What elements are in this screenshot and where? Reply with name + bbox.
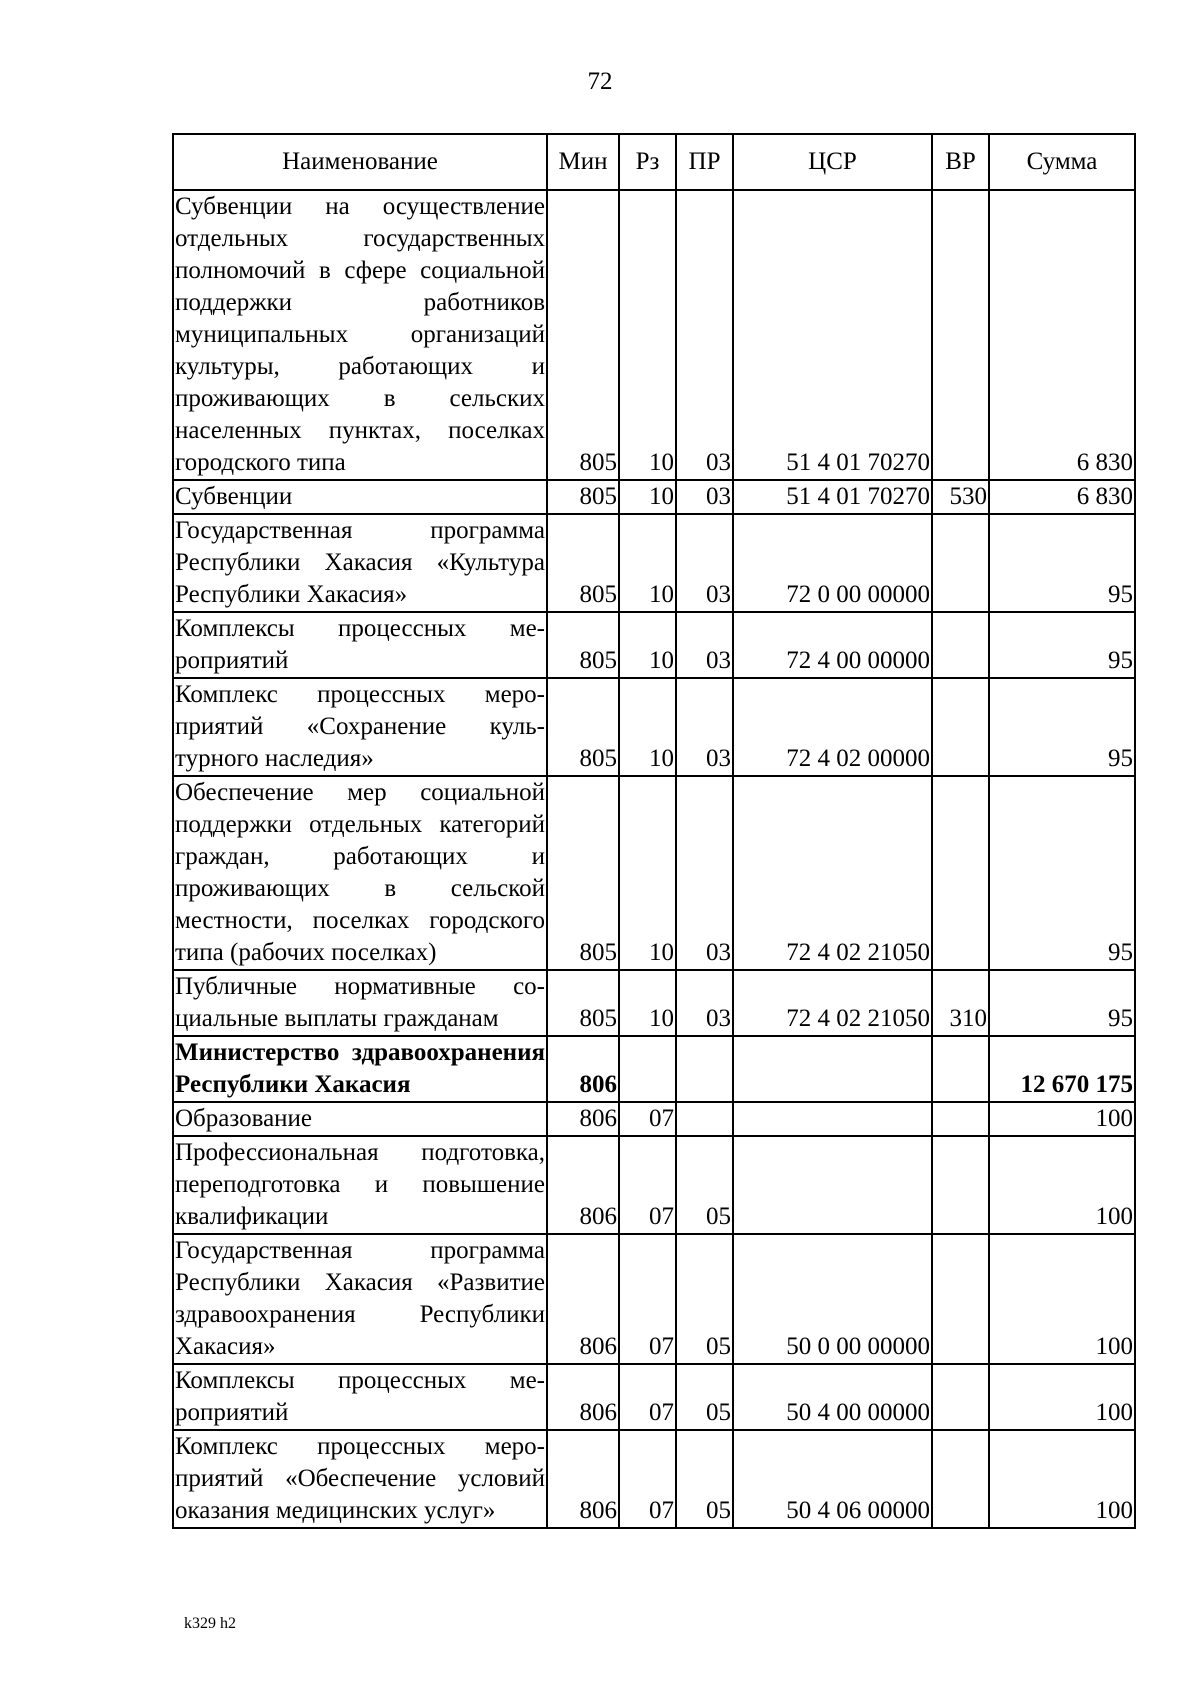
row-pr-cell: 03 (676, 970, 733, 1036)
row-vr-cell (932, 612, 989, 678)
table-row (173, 612, 1135, 678)
row-min-cell: 805 (547, 514, 619, 612)
table-row (173, 1102, 1135, 1136)
row-min-cell: 806 (547, 1036, 619, 1102)
row-name-cell: Субвенции (173, 480, 547, 514)
row-name-cell: Обеспечение мер социальной поддержки отдельных категорий граждан, работающих и проживающих в сельской местности, поселках городского типа (рабочих поселках) (173, 776, 547, 970)
row-min-cell: 806 (547, 1430, 619, 1528)
row-sum-cell: 100 (989, 1136, 1135, 1234)
row-pr-cell (676, 1036, 733, 1102)
row-csr-cell: 72 0 00 00000 (733, 514, 932, 612)
row-min-cell: 805 (547, 612, 619, 678)
table-row (173, 190, 1135, 480)
row-rz-cell: 07 (619, 1102, 676, 1136)
row-rz-cell (619, 1036, 676, 1102)
row-vr-cell (932, 514, 989, 612)
row-csr-cell: 51 4 01 70270 (733, 480, 932, 514)
row-rz-cell: 10 (619, 190, 676, 480)
header-sum: Сумма (989, 134, 1135, 190)
table-row (173, 1036, 1135, 1102)
row-min-cell: 806 (547, 1136, 619, 1234)
row-name-cell: Комплекс процессных мероприятий «Сохранение культурного наследия» (173, 678, 547, 776)
row-min-cell: 805 (547, 480, 619, 514)
table-row (173, 1430, 1135, 1528)
row-min-cell: 806 (547, 1364, 619, 1430)
header-csr: ЦСР (733, 134, 932, 190)
row-sum-cell: 6 830 (989, 480, 1135, 514)
table-body (173, 190, 1135, 1528)
row-rz-cell: 10 (619, 776, 676, 970)
row-min-cell: 805 (547, 970, 619, 1036)
row-vr-cell (932, 1234, 989, 1364)
row-min-cell: 805 (547, 678, 619, 776)
row-rz-cell: 10 (619, 678, 676, 776)
footer-code: k329 h2 (184, 1615, 236, 1632)
table-row (173, 776, 1135, 970)
row-pr-cell: 03 (676, 678, 733, 776)
row-sum-cell: 95 (989, 678, 1135, 776)
header-pr: ПР (676, 134, 733, 190)
row-vr-cell (932, 190, 989, 480)
row-csr-cell (733, 1036, 932, 1102)
row-name-cell: Государственная программа Республики Хакасия «Развитие здравоохранения Республики Хакасия» (173, 1234, 547, 1364)
row-vr-cell: 310 (932, 970, 989, 1036)
row-pr-cell (676, 1102, 733, 1136)
table-row (173, 480, 1135, 514)
header-vr: ВР (932, 134, 989, 190)
row-csr-cell: 72 4 02 21050 (733, 776, 932, 970)
row-name-cell: Образование (173, 1102, 547, 1136)
row-csr-cell: 72 4 02 21050 (733, 970, 932, 1036)
row-sum-cell: 100 (989, 1234, 1135, 1364)
row-csr-cell: 50 0 00 00000 (733, 1234, 932, 1364)
row-csr-cell: 50 4 00 00000 (733, 1364, 932, 1430)
row-pr-cell: 05 (676, 1234, 733, 1364)
table-row (173, 1234, 1135, 1364)
row-sum-cell: 100 (989, 1430, 1135, 1528)
row-vr-cell (932, 1364, 989, 1430)
row-name-cell: Министерство здравоохранения Республики Хакасия (173, 1036, 547, 1102)
row-min-cell: 806 (547, 1234, 619, 1364)
row-min-cell: 805 (547, 190, 619, 480)
row-name-cell: Публичные нормативные социальные выплаты гражданам (173, 970, 547, 1036)
row-sum-cell: 95 (989, 776, 1135, 970)
table-row (173, 1136, 1135, 1234)
row-sum-cell: 95 (989, 970, 1135, 1036)
row-pr-cell: 05 (676, 1364, 733, 1430)
row-min-cell: 806 (547, 1102, 619, 1136)
table-header-row (173, 134, 1135, 190)
row-csr-cell: 51 4 01 70270 (733, 190, 932, 480)
row-name-cell: Профессиональная подготовка, переподготовка и повышение квалификации (173, 1136, 547, 1234)
row-name-cell: Комплексы процессных мероприятий (173, 612, 547, 678)
row-vr-cell (932, 776, 989, 970)
row-pr-cell: 05 (676, 1430, 733, 1528)
row-rz-cell: 07 (619, 1136, 676, 1234)
row-csr-cell: 50 4 06 00000 (733, 1430, 932, 1528)
row-sum-cell: 12 670 175 (989, 1036, 1135, 1102)
table-row (173, 678, 1135, 776)
header-name: Наименование (173, 134, 547, 190)
table-row (173, 514, 1135, 612)
row-rz-cell: 07 (619, 1364, 676, 1430)
row-pr-cell: 03 (676, 480, 733, 514)
row-rz-cell: 10 (619, 480, 676, 514)
row-csr-cell (733, 1136, 932, 1234)
budget-table (172, 133, 1136, 1529)
row-rz-cell: 10 (619, 514, 676, 612)
row-name-cell: Комплекс процессных мероприятий «Обеспечение условий оказания медицинских услуг» (173, 1430, 547, 1528)
row-rz-cell: 10 (619, 612, 676, 678)
row-csr-cell (733, 1102, 932, 1136)
page-number: 72 (587, 68, 613, 95)
row-vr-cell (932, 1136, 989, 1234)
row-pr-cell: 03 (676, 612, 733, 678)
row-sum-cell: 95 (989, 612, 1135, 678)
row-vr-cell (932, 678, 989, 776)
row-rz-cell: 07 (619, 1430, 676, 1528)
row-vr-cell (932, 1102, 989, 1136)
row-pr-cell: 05 (676, 1136, 733, 1234)
header-min: Мин (547, 134, 619, 190)
row-pr-cell: 03 (676, 190, 733, 480)
row-vr-cell: 530 (932, 480, 989, 514)
row-sum-cell: 100 (989, 1364, 1135, 1430)
row-name-cell: Комплексы процессных мероприятий (173, 1364, 547, 1430)
row-rz-cell: 07 (619, 1234, 676, 1364)
row-vr-cell (932, 1036, 989, 1102)
row-pr-cell: 03 (676, 776, 733, 970)
row-name-cell: Субвенции на осуществление отдельных государственных полномочий в сфере социальной поддержки работников муниципальных организаций культуры, работающих и проживающих в сельских населенных пунктах, поселках городского типа (173, 190, 547, 480)
row-vr-cell (932, 1430, 989, 1528)
row-sum-cell: 6 830 (989, 190, 1135, 480)
row-min-cell: 805 (547, 776, 619, 970)
table-row (173, 1364, 1135, 1430)
row-sum-cell: 95 (989, 514, 1135, 612)
row-sum-cell: 100 (989, 1102, 1135, 1136)
table-row (173, 970, 1135, 1036)
row-rz-cell: 10 (619, 970, 676, 1036)
row-name-cell: Государственная программа Республики Хакасия «Культура Республики Хакасия» (173, 514, 547, 612)
header-rz: Рз (619, 134, 676, 190)
row-pr-cell: 03 (676, 514, 733, 612)
row-csr-cell: 72 4 02 00000 (733, 678, 932, 776)
row-csr-cell: 72 4 00 00000 (733, 612, 932, 678)
